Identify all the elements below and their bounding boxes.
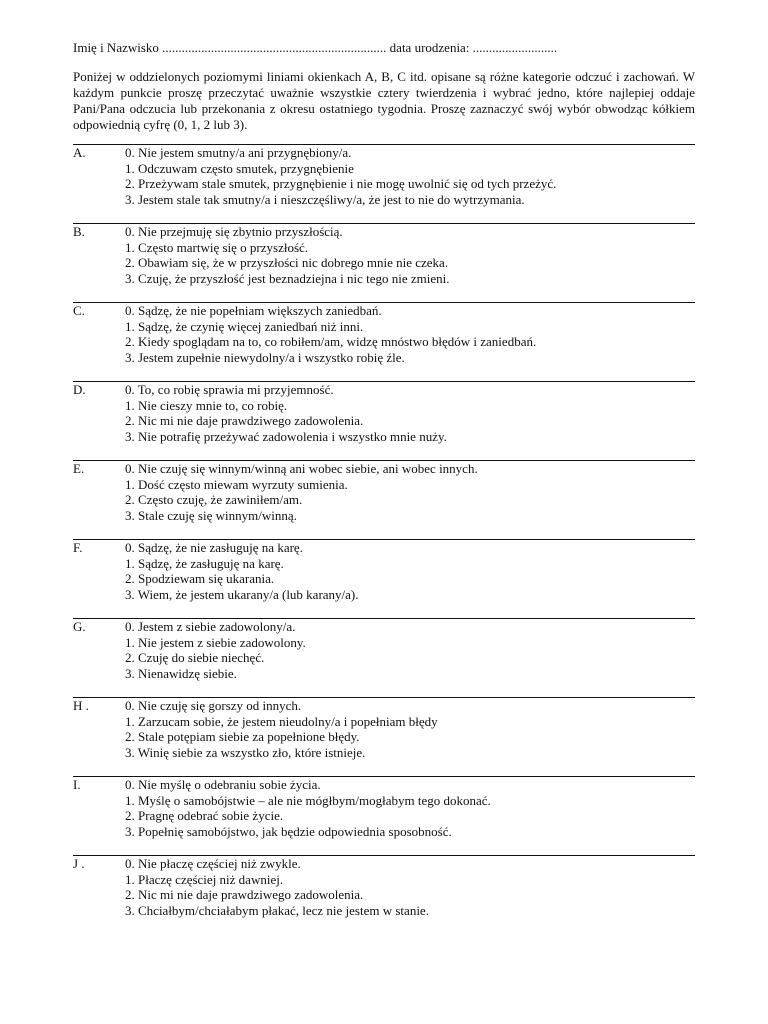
option-3[interactable]: 3. Popełnię samobójstwo, jak będzie odpowiednia sposobność.: [125, 823, 452, 839]
section-options: [125, 224, 450, 286]
section-b: [73, 223, 695, 302]
section-d: [73, 381, 695, 460]
option-2[interactable]: 2. Spodziewam się ukarania.: [125, 571, 275, 586]
section-options: [125, 856, 429, 918]
option-3[interactable]: 3. Nie potrafię przeżywać zadowolenia i wszystko mnie nuży.: [125, 428, 447, 444]
section-options: [125, 382, 447, 444]
section-j: [73, 855, 695, 934]
section-options: [125, 698, 438, 760]
section-h: [73, 697, 695, 776]
section-g: [73, 618, 695, 697]
option-0[interactable]: 0. Nie jestem smutny/a ani przygnębiony/a.: [125, 145, 352, 160]
option-1[interactable]: 1. Nie jestem z siebie zadowolony.: [125, 634, 306, 650]
section-options: [125, 145, 556, 207]
option-2[interactable]: 2. Często czuję, że zawiniłem/am.: [125, 492, 303, 507]
section-letter: H .: [73, 698, 89, 713]
option-3[interactable]: 3. Wiem, że jestem ukarany/a (lub karany/a).: [125, 586, 359, 602]
option-0[interactable]: 0. To, co robię sprawia mi przyjemność.: [125, 382, 334, 397]
section-options: [125, 619, 306, 681]
section-letter: B.: [73, 224, 85, 239]
option-3[interactable]: 3. Chciałbym/chciałabym płakać, lecz nie jestem w stanie.: [125, 902, 429, 918]
option-3[interactable]: 3. Czuję, że przyszłość jest beznadziejna i nic tego nie zmieni.: [125, 270, 450, 286]
instructions: [73, 69, 695, 133]
instructions-text: Poniżej w oddzielonych poziomymi liniami okienkach A, B, C itd. opisane są różne kategorie odczuć i zachowań. W każdym punkcie proszę przeczytać uważnie wszystkie cztery twierdzenia i wybrać jedno, które najlepiej oddaje Pani/Pana odczucia lub przekonania z okresu ostatniego tygodnia. Proszę zaznaczyć swój wybór obwodząc kółkiem odpowiednią cyfrę (0, 1, 2 lub 3).: [73, 69, 695, 132]
option-2[interactable]: 2. Nic mi nie daje prawdziwego zadowolenia.: [125, 887, 364, 902]
section-options: [125, 540, 359, 602]
option-2[interactable]: 2. Stale potępiam siebie za popełnione błędy.: [125, 729, 360, 744]
option-0[interactable]: 0. Nie przejmuję się zbytnio przyszłością.: [125, 224, 343, 239]
option-2[interactable]: 2. Przeżywam stale smutek, przygnębienie i nie mogę uwolnić się od tych przeżyć.: [125, 176, 557, 191]
section-options: [125, 777, 491, 839]
section-a: [73, 144, 695, 223]
section-letter: F.: [73, 540, 83, 555]
option-0[interactable]: 0. Nie myślę o odebraniu sobie życia.: [125, 777, 321, 792]
name-birthdate-line: Imię i Nazwisko ..................................................................... data urodzenia: ..........................: [73, 40, 558, 55]
option-0[interactable]: 0. Sądzę, że nie zasługuję na karę.: [125, 540, 303, 555]
option-0[interactable]: 0. Nie czuję się winnym/winną ani wobec siebie, ani wobec innych.: [125, 461, 478, 476]
section-letter: D.: [73, 382, 86, 397]
option-1[interactable]: 1. Nie cieszy mnie to, co robię.: [125, 397, 288, 413]
option-2[interactable]: 2. Czuję do siebie niechęć.: [125, 650, 265, 665]
option-3[interactable]: 3. Jestem zupełnie niewydolny/a i wszystko robię źle.: [125, 349, 405, 365]
option-0[interactable]: 0. Nie czuję się gorszy od innych.: [125, 698, 302, 713]
option-1[interactable]: 1. Myślę o samobójstwie – ale nie mógłbym/mogłabym tego dokonać.: [125, 792, 491, 808]
option-3[interactable]: 3. Nienawidzę siebie.: [125, 665, 237, 681]
section-e: [73, 460, 695, 539]
section-letter: G.: [73, 619, 86, 634]
section-letter: J .: [73, 856, 85, 871]
option-2[interactable]: 2. Obawiam się, że w przyszłości nic dobrego mnie nie czeka.: [125, 255, 449, 270]
option-1[interactable]: 1. Sądzę, że zasługuję na karę.: [125, 555, 284, 571]
section-letter: A.: [73, 145, 86, 160]
option-0[interactable]: 0. Nie płaczę częściej niż zwykle.: [125, 856, 301, 871]
option-2[interactable]: 2. Pragnę odebrać sobie życie.: [125, 808, 284, 823]
section-letter: E.: [73, 461, 85, 476]
option-1[interactable]: 1. Sądzę, że czynię więcej zaniedbań niż inni.: [125, 318, 364, 334]
section-options: [125, 461, 478, 523]
section-c: [73, 302, 695, 381]
option-1[interactable]: 1. Dość często miewam wyrzuty sumienia.: [125, 476, 348, 492]
section-i: [73, 776, 695, 855]
option-3[interactable]: 3. Stale czuję się winnym/winną.: [125, 507, 297, 523]
section-letter: I.: [73, 777, 81, 792]
option-0[interactable]: 0. Jestem z siebie zadowolony/a.: [125, 619, 296, 634]
option-1[interactable]: 1. Płaczę częściej niż dawniej.: [125, 871, 284, 887]
question-sections: [73, 144, 695, 934]
option-3[interactable]: 3. Jestem stale tak smutny/a i nieszczęśliwy/a, że jest to nie do wytrzymania.: [125, 191, 525, 207]
questionnaire-page: [73, 40, 695, 934]
section-options: [125, 303, 536, 365]
option-0[interactable]: 0. Sądzę, że nie popełniam większych zaniedbań.: [125, 303, 382, 318]
option-2[interactable]: 2. Kiedy spoglądam na to, co robiłem/am, widzę mnóstwo błędów i zaniedbań.: [125, 334, 537, 349]
section-letter: C.: [73, 303, 85, 318]
option-2[interactable]: 2. Nic mi nie daje prawdziwego zadowolenia.: [125, 413, 364, 428]
option-3[interactable]: 3. Winię siebie za wszystko zło, które istnieje.: [125, 744, 366, 760]
option-1[interactable]: 1. Zarzucam sobie, że jestem nieudolny/a i popełniam błędy: [125, 713, 438, 729]
option-1[interactable]: 1. Odczuwam często smutek, przygnębienie: [125, 160, 354, 176]
option-1[interactable]: 1. Często martwię się o przyszłość.: [125, 239, 309, 255]
section-f: [73, 539, 695, 618]
